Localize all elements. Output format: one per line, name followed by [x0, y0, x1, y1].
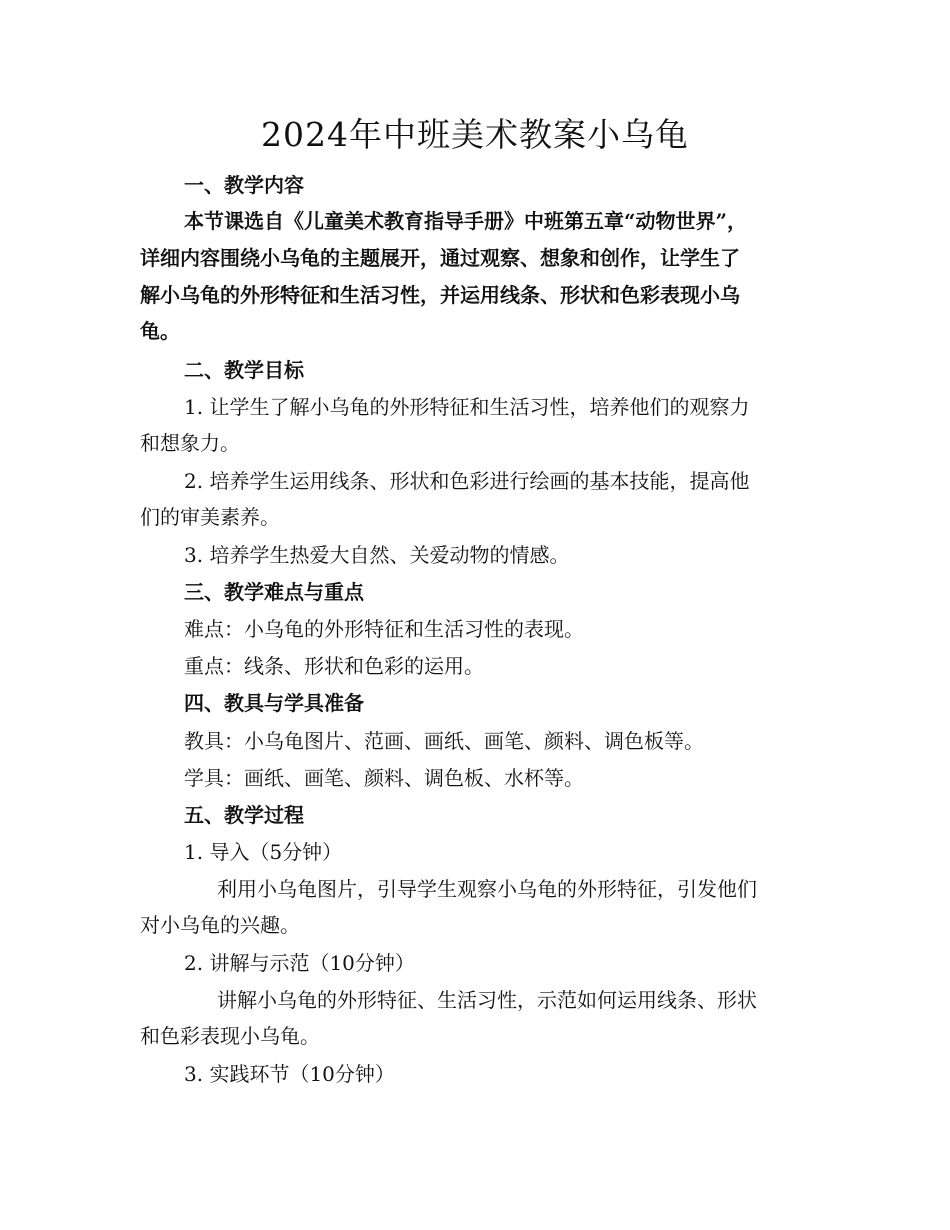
paragraph-line: 们的审美素养。 — [140, 505, 280, 529]
section-heading-goals: 二、教学目标 — [184, 358, 304, 382]
section-heading-difficulties: 三、教学难点与重点 — [184, 580, 364, 604]
paragraph-line: 和色彩表现小乌龟。 — [140, 1024, 320, 1048]
paragraph-line: 解小乌龟的外形特征和生活习性，并运用线条、形状和色彩表现小乌 — [140, 283, 740, 307]
list-item: 1. 让学生了解小乌龟的外形特征和生活习性，培养他们的观察力 — [184, 395, 750, 419]
list-item: 3. 实践环节（10分钟） — [184, 1062, 395, 1086]
section-heading-materials: 四、教具与学具准备 — [184, 691, 364, 715]
paragraph-line: 难点：小乌龟的外形特征和生活习性的表现。 — [184, 617, 584, 641]
list-item: 3. 培养学生热爱大自然、关爱动物的情感。 — [184, 543, 570, 567]
section-heading-process: 五、教学过程 — [184, 803, 304, 827]
paragraph-line: 重点：线条、形状和色彩的运用。 — [184, 654, 484, 678]
paragraph-line: 本节课选自《儿童美术教育指导手册》中班第五章“动物世界”， — [184, 209, 748, 233]
paragraph-line: 利用小乌龟图片，引导学生观察小乌龟的外形特征，引发他们 — [217, 877, 757, 901]
paragraph-line: 对小乌龟的兴趣。 — [140, 913, 300, 937]
paragraph-line: 学具：画纸、画笔、颜料、调色板、水杯等。 — [184, 766, 584, 790]
paragraph-line: 讲解小乌龟的外形特征、生活习性，示范如何运用线条、形状 — [217, 988, 757, 1012]
paragraph-line: 和想象力。 — [140, 431, 240, 455]
paragraph-line: 龟。 — [140, 319, 180, 343]
list-item: 1. 导入（5分钟） — [184, 840, 343, 864]
document-title: 2024年中班美术教案小乌龟 — [261, 115, 689, 154]
section-heading-content: 一、教学内容 — [184, 173, 304, 197]
list-item: 2. 讲解与示范（10分钟） — [184, 951, 415, 975]
list-item: 2. 培养学生运用线条、形状和色彩进行绘画的基本技能，提高他 — [184, 469, 750, 493]
paragraph-line: 详细内容围绕小乌龟的主题展开，通过观察、想象和创作，让学生了 — [140, 246, 740, 270]
paragraph-line: 教具：小乌龟图片、范画、画纸、画笔、颜料、调色板等。 — [184, 729, 704, 753]
